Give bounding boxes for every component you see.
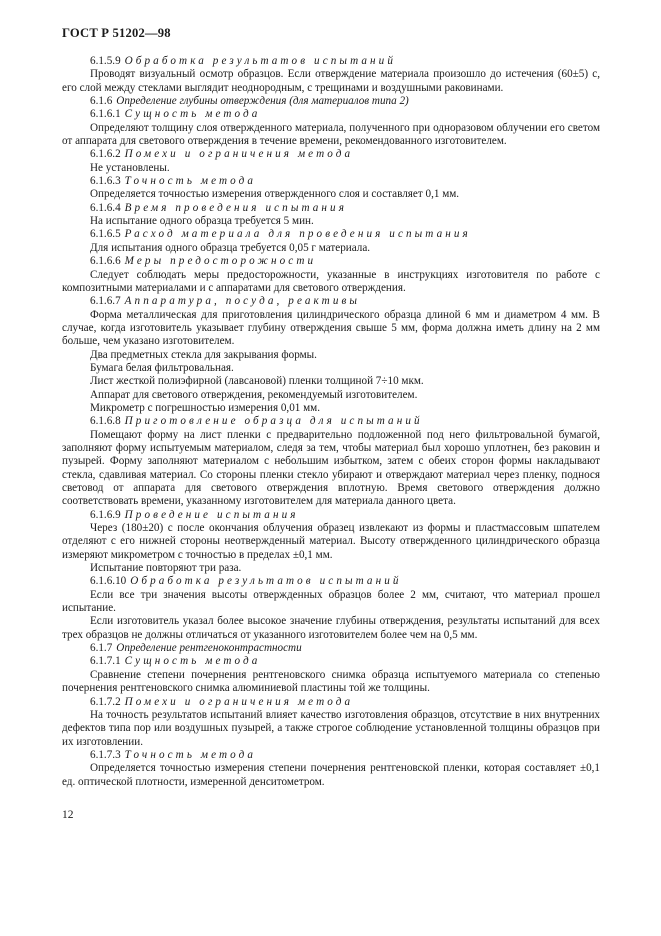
section-title: Время проведения испытания xyxy=(124,201,348,214)
section-title: Аппаратура, посуда, реактивы xyxy=(124,295,361,308)
section-number: 6.1.7.1 xyxy=(90,655,121,668)
subsection-heading xyxy=(62,202,600,215)
paragraph: Форма металлическая для приготовления цилиндрического образца длиной 6 мм и диаметром 4 мм. В случае, когда изготовитель указывает глубину отверждения свыше 5 мм, форма должна иметь длину на 2 мм больше, чем указано изготовителем. xyxy=(62,308,600,348)
section-number: 6.1.6 xyxy=(90,95,113,108)
paragraph: Испытание повторяют три раза. xyxy=(90,562,242,575)
paragraph: На точность результатов испытаний влияет качество изготовления образцов, отсутствие в них внутренних дефектов типа пор или воздушных пузырей, а также строгое соблюдение установленной толщины образцов при их изготовлении. xyxy=(62,708,600,748)
subsection-heading xyxy=(62,255,600,268)
section-title: Определение рентгеноконтрастности xyxy=(116,642,302,655)
section-number: 6.1.6.7 xyxy=(90,295,121,308)
section-number: 6.1.7.3 xyxy=(90,748,121,761)
paragraph: Помещают форму на лист пленки с предварительно подложенной под него фильтровальной бумагой, заполняют форму испытуемым материалом, следя за тем, чтобы материал был хорошо уплотнен, без раковин и пузырей. Форму заполняют материалом с небольшим избытком, затем с обеих сторон формы накладывают стекла, сдавливая материал. Со стороны пленки стекло убирают и отверждают материал через пленку, поднося световод от аппарата для светового отверждения вплотную. Время светового отверждения должно соответствовать времени, указанному изготовителем для материала данного цвета. xyxy=(62,428,600,508)
section-title: Приготовление образца для испытаний xyxy=(124,415,423,428)
paragraph: Проводят визуальный осмотр образцов. Если отверждение материала произошло до истечения (60±5) с, его слой между стеклами выглядит неоднородным, с трещинами и воздушными раковинами. xyxy=(62,68,600,94)
section-title: Расход материала для проведения испытания xyxy=(124,228,471,241)
section-number: 6.1.6.1 xyxy=(90,108,121,121)
paragraph: Если изготовитель указал более высокое значение глубины отверждения, результаты испытаний для всех трех образцов не должны отличаться от указанного изготовителем более чем на 0,5 мм. xyxy=(62,615,600,641)
section-number: 6.1.6.2 xyxy=(90,148,121,161)
paragraph: Определяется точностью измерения степени почернения рентгеновской пленки, которая составляет ±0,1 ед. оптической плотности, измеренной денситометром. xyxy=(62,762,600,788)
paragraph: Следует соблюдать меры предосторожности, указанные в инструкциях изготовителя по работе с композитными материалами и с аппаратами для светового отверждения. xyxy=(62,268,600,294)
section-title: Помехи и ограничения метода xyxy=(124,148,354,161)
paragraph: Для испытания одного образца требуется 0,05 г материала. xyxy=(90,241,371,254)
paragraph: На испытание одного образца требуется 5 мин. xyxy=(90,215,314,228)
section-title: Обработка результатов испытаний xyxy=(124,55,396,67)
section-number: 6.1.6.3 xyxy=(90,175,121,188)
section-number: 6.1.7.2 xyxy=(90,695,121,708)
section-title: Проведение испытания xyxy=(124,508,299,521)
subsection-heading xyxy=(62,175,600,188)
subsection-heading xyxy=(62,295,600,308)
document-body xyxy=(62,55,600,789)
subsection-heading xyxy=(62,148,600,161)
paragraph: Через (180±20) с после окончания облучения образец извлекают из формы и пластмассовым шпателем отделяют с его нижней стороны неотвержденный материал. Высоту отвержденного цилиндрического образца измеряют микрометром с точностью в пределах ±0,1 мм. xyxy=(62,522,600,561)
paragraph: Не установлены. xyxy=(90,161,170,174)
subsection-heading xyxy=(62,55,600,68)
section-heading xyxy=(62,95,600,108)
paragraph: Лист жесткой полиэфирной (лавсановой) пленки толщиной 7÷10 мкм. xyxy=(90,375,424,388)
section-number: 6.1.6.9 xyxy=(90,508,121,521)
paragraph: Сравнение степени почернения рентгеновского снимка образца испытуемого материала со степенью почернения рентгеновского снимка алюминиевой пластины той же толщины. xyxy=(62,668,600,695)
section-number: 6.1.6.6 xyxy=(90,255,121,268)
subsection-heading xyxy=(62,415,600,428)
paragraph: Если все три значения высоты отвержденных образцов более 2 мм, считают, что материал прошел испытание. xyxy=(62,588,600,615)
subsection-heading xyxy=(62,108,600,121)
section-heading xyxy=(62,642,600,655)
section-number: 6.1.5.9 xyxy=(90,55,121,67)
subsection-heading xyxy=(62,509,600,522)
document-header: ГОСТ Р 51202—98 xyxy=(62,26,171,40)
section-title: Обработка результатов испытаний xyxy=(130,575,402,588)
subsection-heading xyxy=(62,228,600,241)
section-number: 6.1.6.5 xyxy=(90,228,121,241)
page-number: 12 xyxy=(62,809,74,821)
section-title: Сущность метода xyxy=(124,108,261,121)
section-number: 6.1.6.8 xyxy=(90,415,121,428)
section-number: 6.1.6.10 xyxy=(90,575,127,588)
section-title: Определение глубины отверждения (для материалов типа 2) xyxy=(116,95,409,108)
subsection-heading xyxy=(62,575,600,588)
subsection-heading xyxy=(62,696,600,709)
section-title: Меры предосторожности xyxy=(124,255,317,268)
paragraph: Определяют толщину слоя отвержденного материала, полученного при одноразовом облучении его светом от аппарата для светового отверждения в течение времени, рекомендованного изготовителем. xyxy=(62,121,600,148)
subsection-heading xyxy=(62,749,600,762)
section-title: Точность метода xyxy=(124,748,257,761)
section-number: 6.1.6.4 xyxy=(90,201,121,214)
paragraph: Два предметных стекла для закрывания формы. xyxy=(90,348,317,361)
section-title: Точность метода xyxy=(124,175,257,188)
paragraph: Бумага белая фильтровальная. xyxy=(90,361,234,374)
paragraph: Определяется точностью измерения отвержденного слоя и составляет 0,1 мм. xyxy=(90,188,460,201)
section-title: Сущность метода xyxy=(124,655,261,668)
paragraph: Аппарат для светового отверждения, рекомендуемый изготовителем. xyxy=(90,388,418,401)
section-title: Помехи и ограничения метода xyxy=(124,695,354,708)
section-number: 6.1.7 xyxy=(90,642,113,655)
paragraph: Микрометр с погрешностью измерения 0,01 мм. xyxy=(90,401,321,414)
subsection-heading xyxy=(62,655,600,668)
